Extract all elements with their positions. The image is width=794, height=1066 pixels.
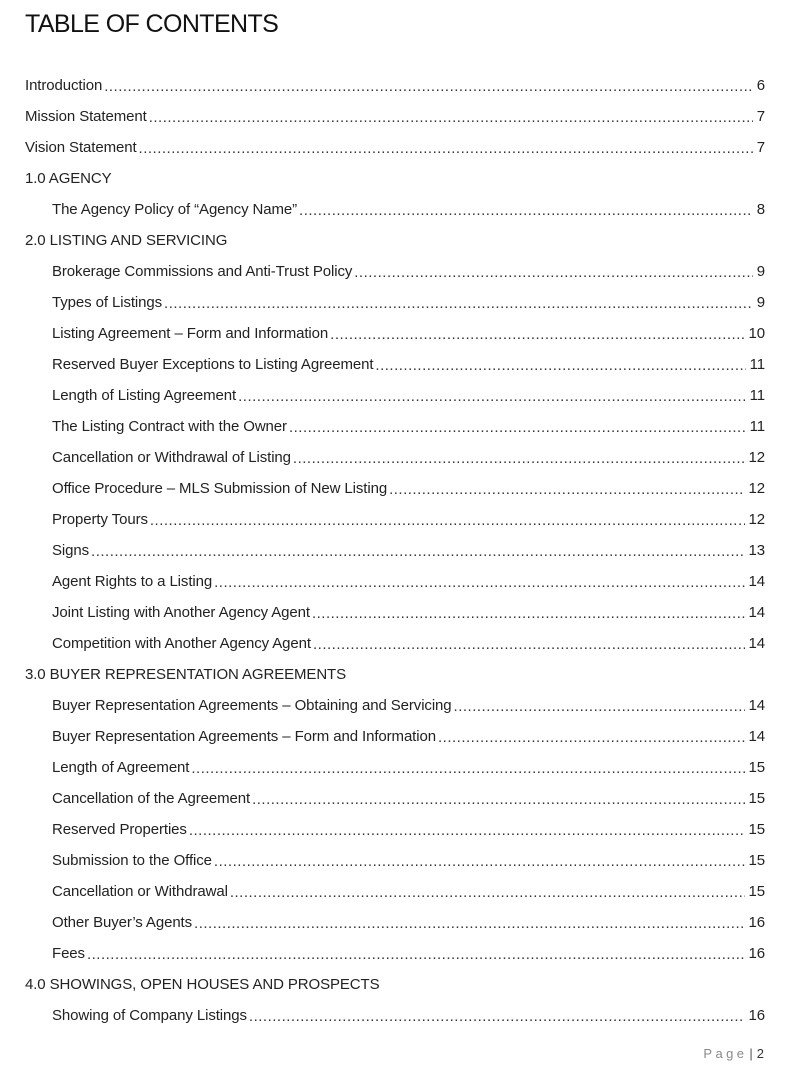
toc-page-number: 14 — [748, 635, 765, 652]
toc-dot-leader — [214, 574, 744, 591]
toc-dot-leader — [164, 295, 753, 312]
toc-dot-leader — [354, 264, 752, 281]
toc-title: TABLE OF CONTENTS — [25, 10, 279, 38]
toc-section-heading-text: 1.0 AGENCY — [25, 170, 112, 187]
toc-entry[interactable] — [0, 256, 794, 287]
toc-dot-leader — [87, 946, 745, 963]
toc-page-number: 8 — [756, 201, 765, 218]
toc-entry-text: The Listing Contract with the Owner — [52, 418, 287, 435]
toc-entry-text: Cancellation or Withdrawal — [52, 883, 228, 900]
toc-entry[interactable] — [0, 132, 794, 163]
toc-entry-text: Vision Statement — [25, 139, 137, 156]
toc-entry-text: Fees — [52, 945, 85, 962]
toc-entry-text: Buyer Representation Agreements – Obtaining and Servicing — [52, 697, 452, 714]
toc-entry-text: Mission Statement — [25, 108, 147, 125]
toc-page-number: 14 — [748, 573, 765, 590]
footer-page-label: Page — [703, 1046, 748, 1061]
toc-entry-text: The Agency Policy of “Agency Name” — [52, 201, 298, 218]
toc-entry[interactable] — [0, 690, 794, 721]
page-footer — [703, 1046, 764, 1061]
toc-entry-text: Signs — [52, 542, 90, 559]
toc-dot-leader — [139, 140, 753, 157]
toc-entry[interactable] — [0, 287, 794, 318]
toc-dot-leader — [91, 543, 744, 560]
toc-page-number: 16 — [748, 945, 765, 962]
toc-entry-text: Showing of Company Listings — [52, 1007, 247, 1024]
toc-page-number: 9 — [756, 294, 765, 311]
toc-entry-text: Introduction — [25, 77, 103, 94]
toc-entry-text: Length of Listing Agreement — [52, 387, 237, 404]
toc-page-number: 14 — [748, 728, 765, 745]
toc-entry-text: Listing Agreement – Form and Information — [52, 325, 329, 342]
toc-entry-text: Reserved Buyer Exceptions to Listing Agreement — [52, 356, 374, 373]
toc-dot-leader — [238, 388, 746, 405]
toc-page-number: 12 — [748, 449, 765, 466]
footer-separator: | — [749, 1046, 753, 1061]
toc-entry[interactable] — [0, 194, 794, 225]
toc-entry-text: Cancellation or Withdrawal of Listing — [52, 449, 291, 466]
toc-entry[interactable] — [0, 721, 794, 752]
toc-entry-text: Office Procedure – MLS Submission of New Listing — [52, 480, 388, 497]
toc-page-number: 12 — [748, 480, 765, 497]
toc-dot-leader — [293, 450, 745, 467]
toc-section-heading — [0, 969, 794, 1000]
toc-dot-leader — [438, 729, 745, 746]
toc-section-heading-text: 2.0 LISTING AND SERVICING — [25, 232, 228, 249]
toc-dot-leader — [312, 605, 745, 622]
toc-entry[interactable] — [0, 380, 794, 411]
toc-entry[interactable] — [0, 597, 794, 628]
toc-page-number: 15 — [748, 790, 765, 807]
toc-dot-leader — [454, 698, 745, 715]
toc-entry-text: Agent Rights to a Listing — [52, 573, 213, 590]
toc-page-number: 13 — [748, 542, 765, 559]
footer-page-number: 2 — [756, 1046, 764, 1061]
toc-section-heading-text: 3.0 BUYER REPRESENTATION AGREEMENTS — [25, 666, 347, 683]
toc-entry[interactable] — [0, 442, 794, 473]
toc-page-number: 16 — [748, 914, 765, 931]
toc-page-number: 9 — [756, 263, 765, 280]
toc-entry[interactable] — [0, 566, 794, 597]
toc-entry-text: Competition with Another Agency Agent — [52, 635, 311, 652]
toc-entry[interactable] — [0, 101, 794, 132]
toc-entry-text: Joint Listing with Another Agency Agent — [52, 604, 310, 621]
toc-entry[interactable] — [0, 628, 794, 659]
toc-entry[interactable] — [0, 504, 794, 535]
toc-entry[interactable] — [0, 783, 794, 814]
toc-entry[interactable] — [0, 814, 794, 845]
toc-page-number: 16 — [748, 1007, 765, 1024]
toc-entry[interactable] — [0, 70, 794, 101]
toc-entry-text: Brokerage Commissions and Anti-Trust Policy — [52, 263, 353, 280]
toc-page-number: 12 — [748, 511, 765, 528]
toc-entry[interactable] — [0, 752, 794, 783]
toc-entry[interactable] — [0, 411, 794, 442]
toc-page-number: 15 — [748, 759, 765, 776]
toc-dot-leader — [313, 636, 745, 653]
toc-dot-leader — [249, 1008, 745, 1025]
toc-page-number: 10 — [748, 325, 765, 342]
toc-entry-text: Types of Listings — [52, 294, 163, 311]
toc-entry[interactable] — [0, 907, 794, 938]
toc-page-number: 15 — [748, 821, 765, 838]
toc-page-number: 15 — [748, 852, 765, 869]
toc-entry[interactable] — [0, 535, 794, 566]
toc-dot-leader — [299, 202, 753, 219]
toc-dot-leader — [191, 760, 744, 777]
toc-section-heading — [0, 225, 794, 256]
toc-entry[interactable] — [0, 473, 794, 504]
toc-entry[interactable] — [0, 349, 794, 380]
toc-page-number: 7 — [756, 108, 765, 125]
toc-entry-text: Length of Agreement — [52, 759, 190, 776]
toc-page-number: 11 — [749, 387, 765, 404]
toc-page-number: 15 — [748, 883, 765, 900]
toc-dot-leader — [289, 419, 746, 436]
toc-entry-text: Cancellation of the Agreement — [52, 790, 251, 807]
toc-dot-leader — [194, 915, 744, 932]
toc-dot-leader — [189, 822, 745, 839]
toc-entry-text: Other Buyer’s Agents — [52, 914, 193, 931]
toc-entry[interactable] — [0, 318, 794, 349]
toc-dot-leader — [375, 357, 745, 374]
toc-page-number: 6 — [756, 77, 765, 94]
toc-dot-leader — [330, 326, 744, 343]
toc-dot-leader — [149, 109, 753, 126]
toc-dot-leader — [150, 512, 745, 529]
toc-dot-leader — [104, 78, 753, 95]
toc-page-number: 14 — [748, 697, 765, 714]
toc-section-heading — [0, 163, 794, 194]
toc-page-number: 11 — [749, 356, 765, 373]
toc-entry-text: Reserved Properties — [52, 821, 187, 838]
toc-entry[interactable] — [0, 845, 794, 876]
toc-dot-leader — [389, 481, 744, 498]
toc-section-heading-text: 4.0 SHOWINGS, OPEN HOUSES AND PROSPECTS — [25, 976, 380, 993]
toc-page-number: 7 — [756, 139, 765, 156]
toc-page-number: 14 — [748, 604, 765, 621]
toc-page-number: 11 — [749, 418, 765, 435]
toc-entry-text: Buyer Representation Agreements – Form and Information — [52, 728, 436, 745]
toc-entry-text: Property Tours — [52, 511, 148, 528]
toc-section-heading — [0, 659, 794, 690]
toc-list — [0, 70, 794, 1031]
toc-dot-leader — [214, 853, 745, 870]
toc-dot-leader — [230, 884, 745, 901]
toc-entry[interactable] — [0, 1000, 794, 1031]
toc-dot-leader — [252, 791, 744, 808]
toc-entry-text: Submission to the Office — [52, 852, 212, 869]
toc-entry[interactable] — [0, 938, 794, 969]
toc-entry[interactable] — [0, 876, 794, 907]
